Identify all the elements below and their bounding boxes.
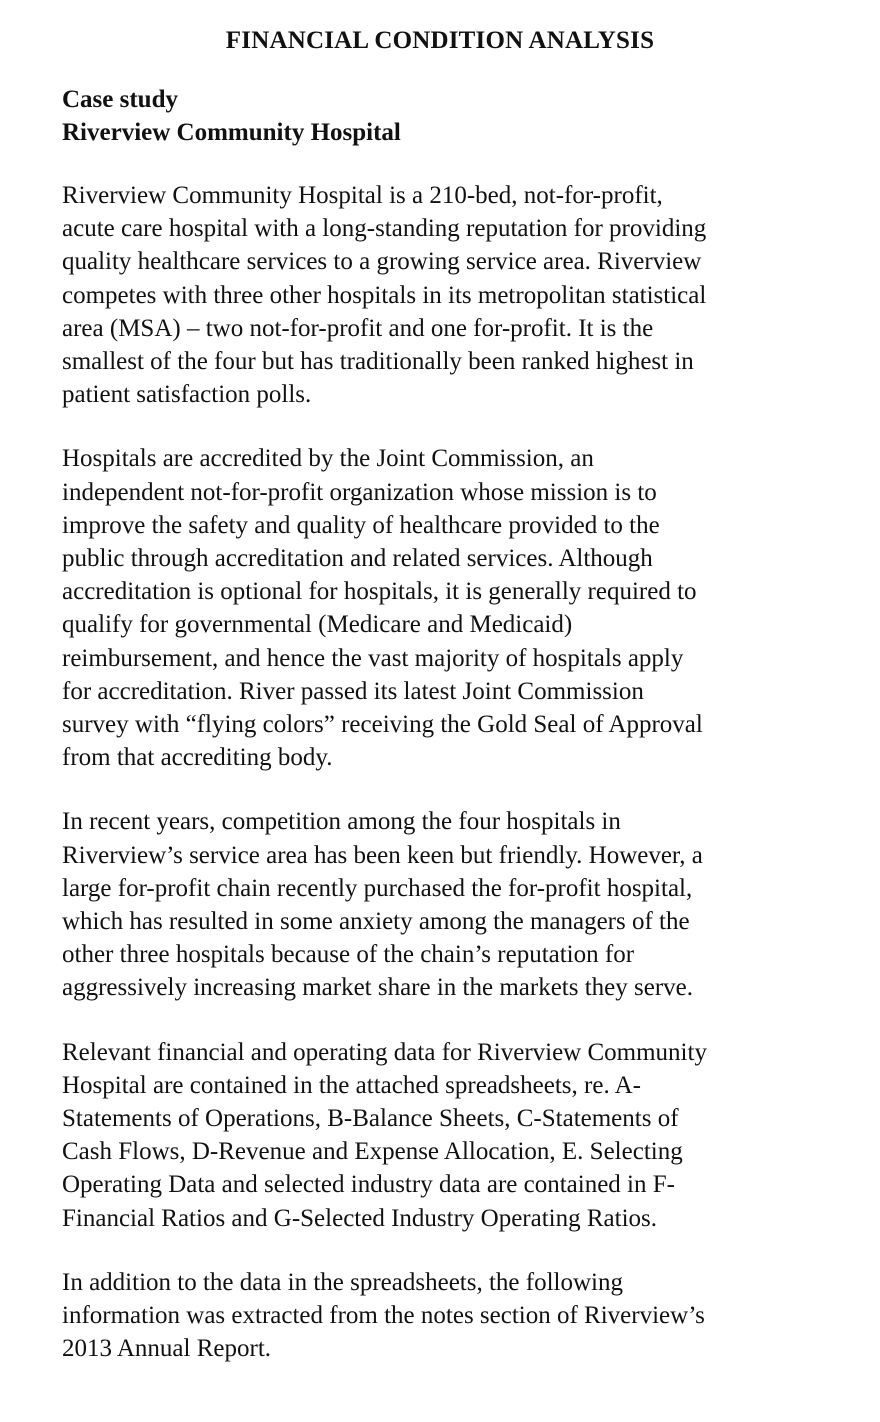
- paragraph-line: aggressively increasing market share in the markets they serve.: [62, 974, 694, 1002]
- paragraph-line: improve the safety and quality of healthcare provided to the: [62, 511, 660, 539]
- paragraph-line: Relevant financial and operating data for Riverview Community: [62, 1038, 707, 1066]
- paragraph-accreditation: [62, 442, 822, 774]
- case-study-heading: [62, 83, 840, 149]
- paragraph-line: information was extracted from the notes section of Riverview’s: [62, 1302, 705, 1330]
- paragraph-line: reimbursement, and hence the vast majority of hospitals apply: [62, 644, 684, 672]
- paragraph-line: Statements of Operations, B-Balance Sheets, C-Statements of: [62, 1105, 679, 1133]
- paragraph-line: patient satisfaction polls.: [62, 381, 312, 409]
- paragraph-line: accreditation is optional for hospitals, it is generally required to: [62, 578, 697, 606]
- paragraph-line: Operating Data and selected industry data are contained in F-: [62, 1171, 675, 1199]
- paragraph-annual-report: [62, 1266, 822, 1366]
- paragraph-line: Riverview Community Hospital is a 210-bed, not-for-profit,: [62, 182, 663, 209]
- paragraph-line: from that accrediting body.: [62, 744, 333, 772]
- paragraph-line: 2013 Annual Report.: [62, 1335, 272, 1363]
- paragraph-line: survey with “flying colors” receiving the Gold Seal of Approval: [62, 711, 703, 739]
- paragraph-line: qualify for governmental (Medicare and Medicaid): [62, 611, 573, 639]
- paragraph-line: Hospital are contained in the attached spreadsheets, re. A-: [62, 1071, 641, 1099]
- hospital-name-heading: Riverview Community Hospital: [62, 119, 401, 146]
- paragraph-competition: [62, 805, 822, 1004]
- paragraph-line: Hospitals are accredited by the Joint Commission, an: [62, 445, 594, 473]
- paragraph-line: which has resulted in some anxiety among the managers of the: [62, 908, 690, 936]
- paragraph-line: quality healthcare services to a growing service area. Riverview: [62, 248, 702, 276]
- paragraph-line: independent not-for-profit organization whose mission is to: [62, 478, 657, 506]
- paragraph-hospital-overview: [62, 179, 822, 411]
- document-title: FINANCIAL CONDITION ANALYSIS: [225, 27, 655, 54]
- paragraph-line: Riverview’s service area has been keen but friendly. However, a: [62, 841, 703, 869]
- paragraph-line: area (MSA) – two not-for-profit and one for-profit. It is the: [62, 314, 654, 342]
- paragraph-line: public through accreditation and related services. Although: [62, 545, 653, 573]
- paragraph-line: for accreditation. River passed its latest Joint Commission: [62, 677, 644, 705]
- paragraph-line: Financial Ratios and G-Selected Industry Operating Ratios.: [62, 1204, 658, 1232]
- paragraph-line: In addition to the data in the spreadsheets, the following: [62, 1268, 623, 1296]
- paragraph-line: Cash Flows, D-Revenue and Expense Allocation, E. Selecting: [62, 1138, 683, 1166]
- paragraph-line: other three hospitals because of the chain’s reputation for: [62, 941, 635, 969]
- paragraph-line: In recent years, competition among the four hospitals in: [62, 808, 621, 836]
- paragraph-financial-data: [62, 1036, 822, 1235]
- paragraph-line: large for-profit chain recently purchased the for-profit hospital,: [62, 874, 693, 902]
- paragraph-line: smallest of the four but has traditionally been ranked highest in: [62, 348, 694, 376]
- paragraph-line: acute care hospital with a long-standing reputation for providing: [62, 215, 707, 243]
- paragraph-line: competes with three other hospitals in its metropolitan statistical: [62, 281, 707, 309]
- case-study-label: Case study: [62, 86, 178, 113]
